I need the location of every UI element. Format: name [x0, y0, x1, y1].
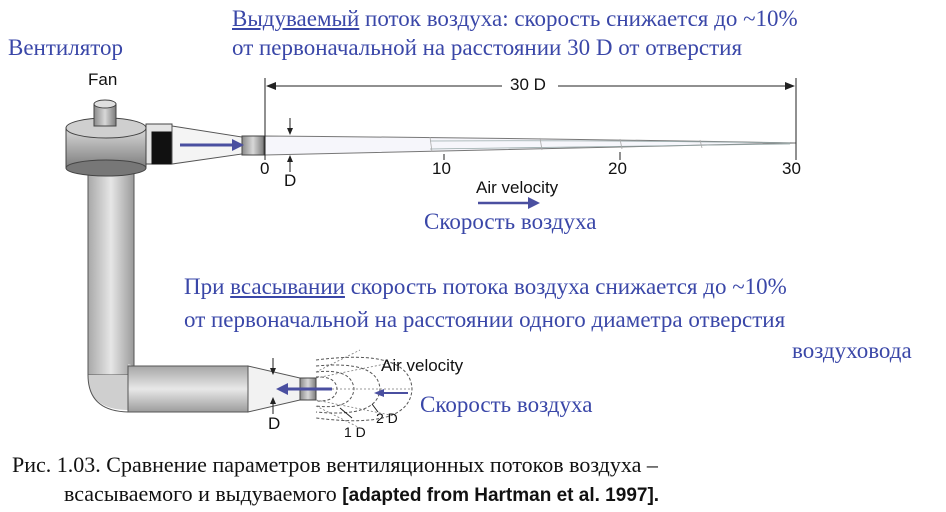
jet-plume: [265, 136, 796, 155]
blow-description-line1: Выдуваемый поток воздуха: скорость снижается до ~10%: [232, 6, 798, 31]
blow-description-line2: от первоначальной на расстоянии 30 D от отверстия: [232, 35, 743, 60]
jet-tick-20: 20: [608, 159, 627, 178]
air-velocity-label-en: Air velocity: [476, 178, 559, 197]
figure-caption-line2: всасываемого и выдуваемого [adapted from Hartman et al. 1997].: [64, 481, 660, 506]
jet-tick-10: 10: [432, 159, 451, 178]
suction-description-line1: При всасывании скорость потока воздуха снижается до ~10%: [184, 274, 787, 299]
fan-label-ru: Вентилятор: [8, 35, 124, 60]
suction-diameter-label: D: [268, 414, 281, 433]
fan-label-en: Fan: [88, 70, 118, 89]
suction-description-line2: от первоначальной на расстоянии одного диаметра отверстия: [184, 307, 786, 332]
air-velocity-label-ru: Скорость воздуха: [424, 209, 597, 234]
jet-diameter-label: D: [284, 171, 297, 190]
jet-span-label: 30 D: [510, 75, 546, 94]
contour-2d-label: 2 D: [376, 410, 398, 426]
jet-tick-0: 0: [260, 159, 270, 178]
fan: [66, 100, 264, 176]
jet-tick-30: 30: [782, 159, 801, 178]
air-velocity-arrow-top: [478, 197, 540, 209]
figure-source: [adapted from Hartman et al. 1997].: [342, 485, 660, 506]
suction-description-line3: воздуховода: [792, 338, 912, 363]
contour-1d-label: 1 D: [344, 424, 366, 440]
figure-caption-line1: Рис. 1.03. Сравнение параметров вентиляционных потоков воздуха –: [12, 452, 658, 477]
suction-air-velocity-label-en: Air velocity: [381, 356, 464, 375]
suction-air-velocity-label-ru: Скорость воздуха: [420, 392, 593, 417]
